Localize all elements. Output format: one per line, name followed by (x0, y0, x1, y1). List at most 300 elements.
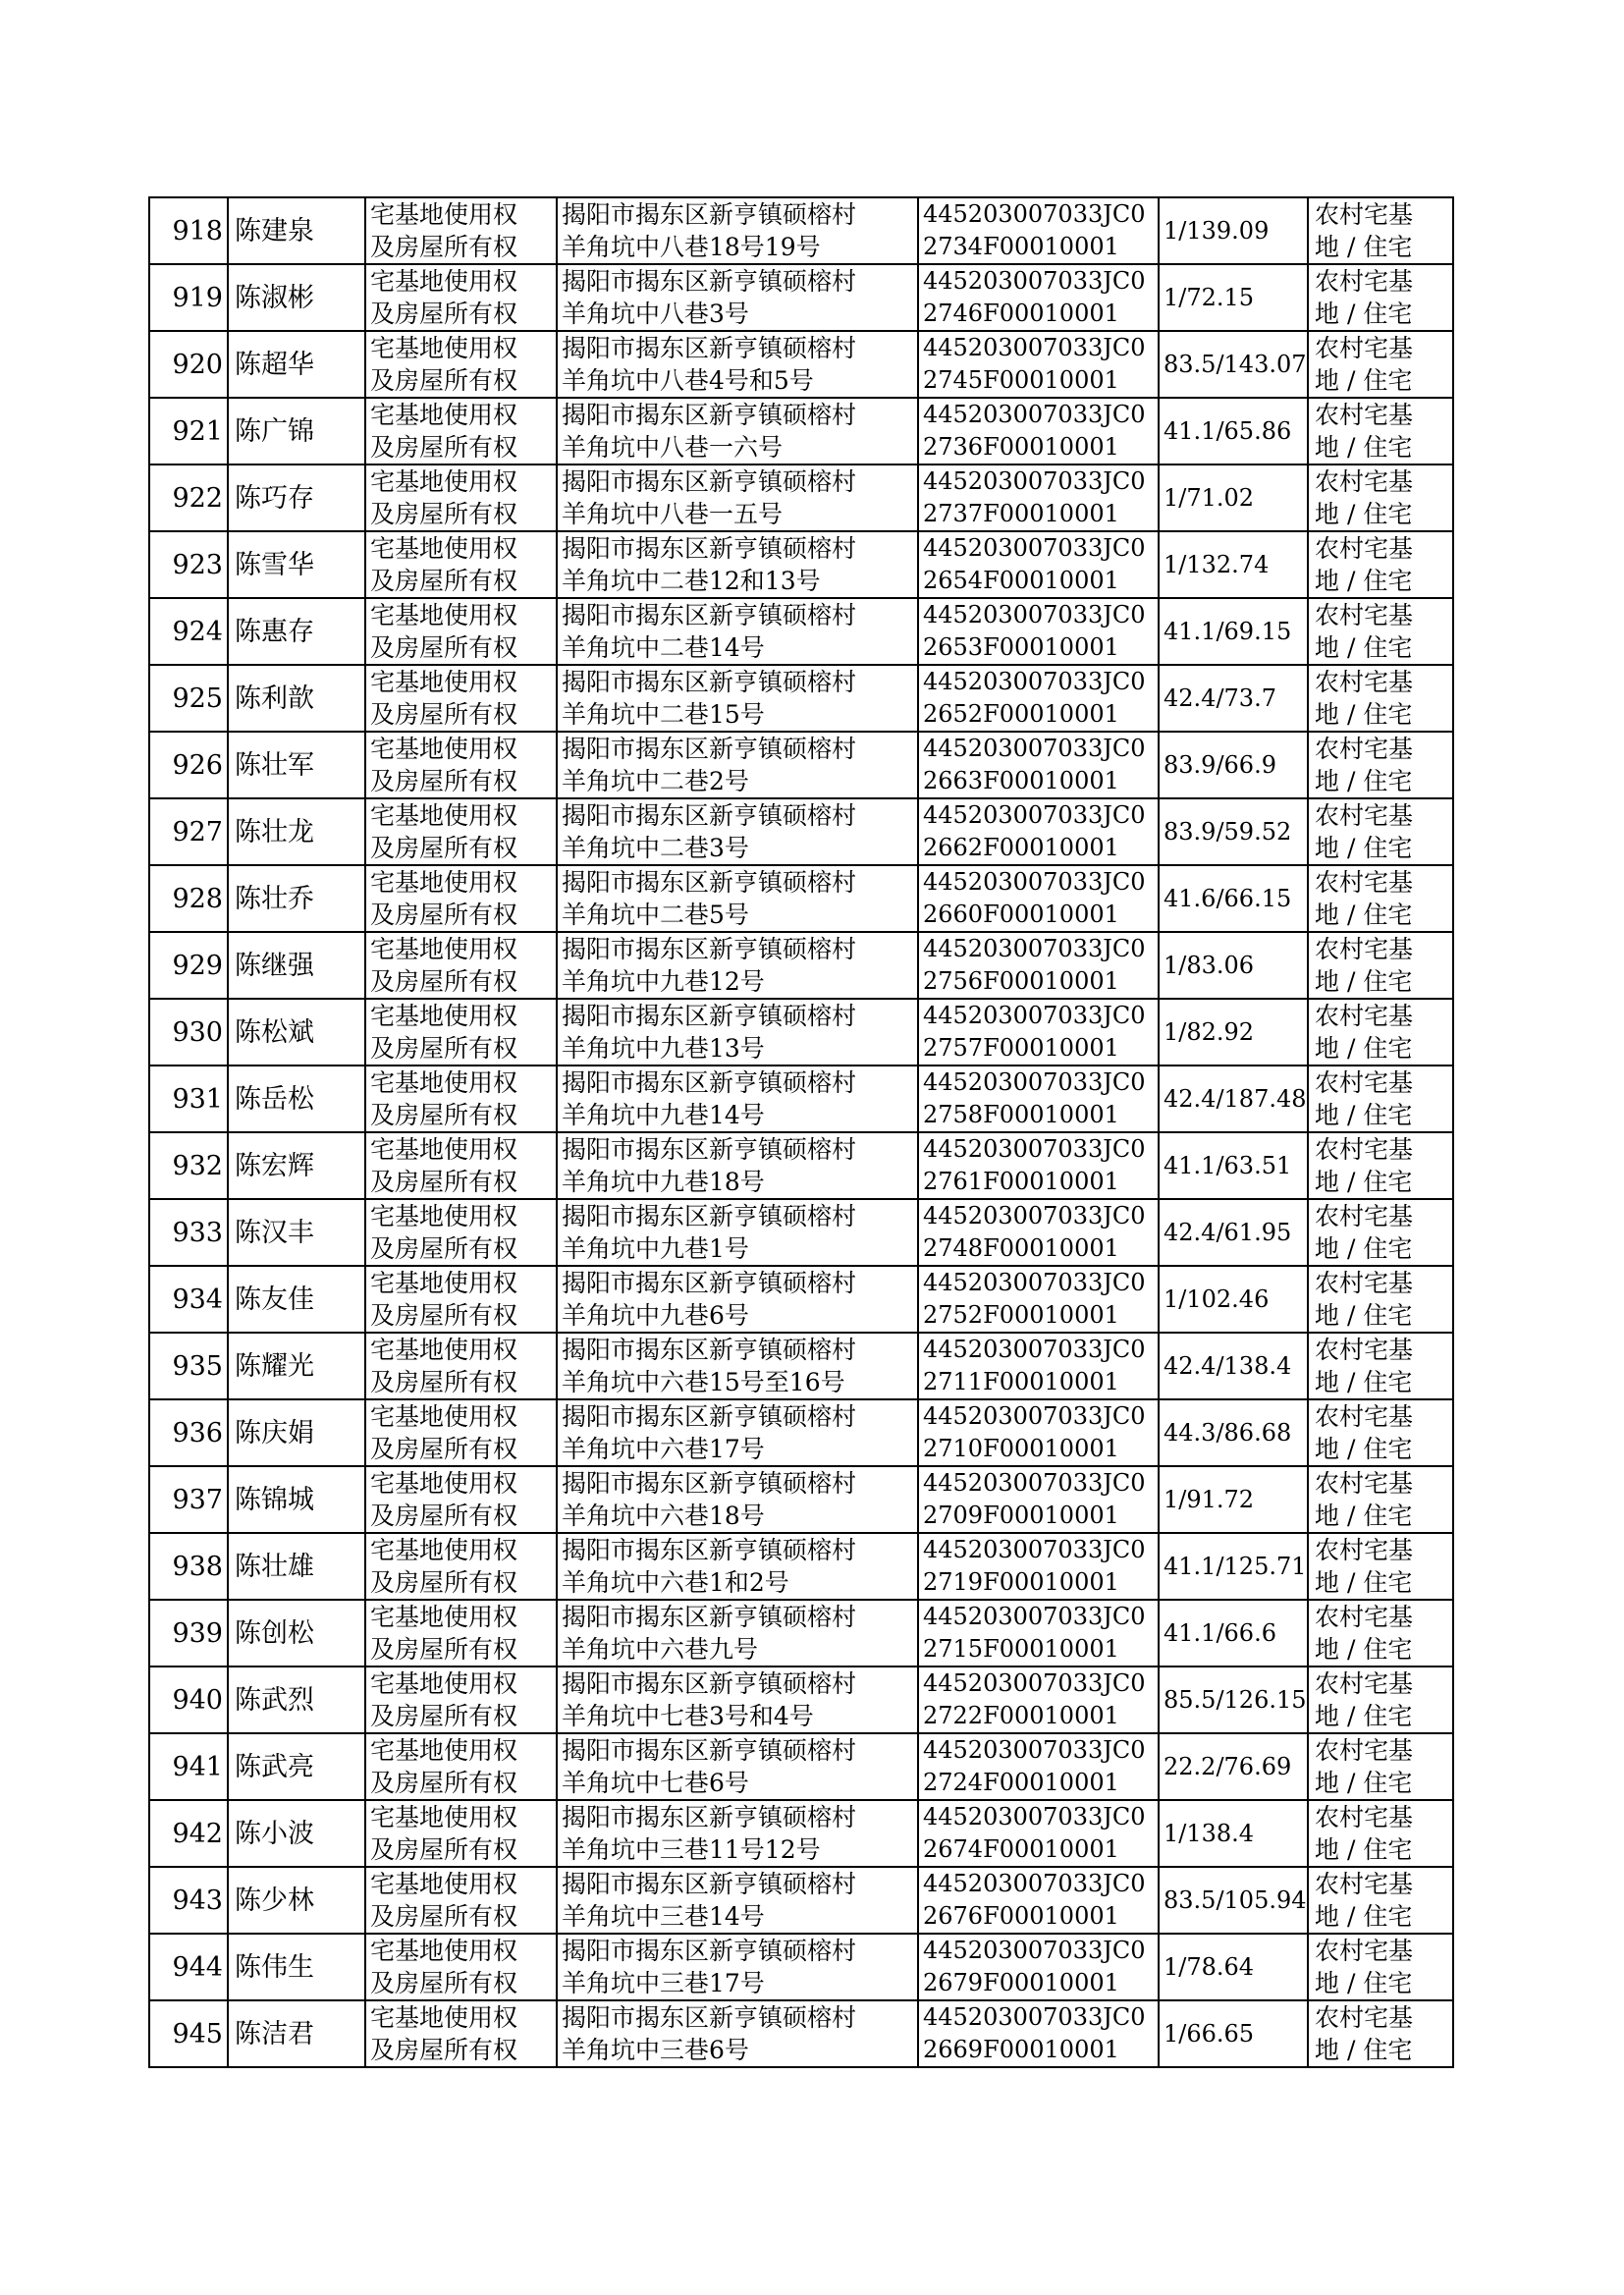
owner-name-cell (228, 1733, 365, 1800)
right-type-text: 宅基地使用权 及房屋所有权 (370, 1736, 518, 1797)
area-text: 1/91.72 (1164, 1485, 1255, 1513)
area-text: 41.1/69.15 (1164, 617, 1292, 645)
right-type-text: 宅基地使用权 及房屋所有权 (370, 401, 518, 462)
owner-name-text: 陈武亮 (235, 1751, 314, 1782)
unit-code-text: 445203007033JC02662F00010001 (923, 801, 1146, 861)
unit-code-text: 445203007033JC02709F00010001 (923, 1469, 1146, 1529)
land-use-cell (1308, 2000, 1453, 2067)
table-row (149, 1399, 1453, 1466)
owner-name-cell (228, 1066, 365, 1132)
owner-name-cell (228, 398, 365, 464)
land-use-cell (1308, 865, 1453, 932)
area-text: 1/132.74 (1164, 550, 1270, 578)
right-type-text: 宅基地使用权 及房屋所有权 (370, 1603, 518, 1664)
area-cell (1159, 1199, 1308, 1266)
area-cell (1159, 1266, 1308, 1333)
row-number-text: 918 (172, 215, 223, 246)
unit-code-text: 445203007033JC02757F00010001 (923, 1002, 1146, 1062)
land-use-text: 农村宅基 地 / 住宅 (1315, 2003, 1414, 2064)
address-text: 揭阳市揭东区新亨镇硕榕村 羊角坑中三巷6号 (562, 2003, 857, 2064)
right-type-text: 宅基地使用权 及房屋所有权 (370, 1870, 518, 1931)
right-type-cell (365, 1867, 557, 1934)
address-text: 揭阳市揭东区新亨镇硕榕村 羊角坑中九巷6号 (562, 1269, 857, 1330)
owner-name-cell (228, 464, 365, 531)
land-use-text: 农村宅基 地 / 住宅 (1315, 534, 1414, 595)
land-use-text: 农村宅基 地 / 住宅 (1315, 1536, 1414, 1597)
right-type-cell (365, 1266, 557, 1333)
address-cell (557, 1800, 918, 1867)
right-type-cell (365, 464, 557, 531)
area-text: 42.4/73.7 (1164, 683, 1276, 712)
land-use-text: 农村宅基 地 / 住宅 (1315, 1870, 1414, 1931)
row-number-text: 938 (172, 1551, 223, 1582)
owner-name-text: 陈汉丰 (235, 1217, 314, 1248)
row-number-cell (149, 932, 228, 999)
address-text: 揭阳市揭东区新亨镇硕榕村 羊角坑中二巷2号 (562, 735, 857, 795)
area-cell (1159, 1800, 1308, 1867)
owner-name-text: 陈壮雄 (235, 1551, 314, 1582)
owner-name-cell (228, 1533, 365, 1600)
table-row (149, 197, 1453, 264)
address-cell (557, 1733, 918, 1800)
table-row (149, 798, 1453, 865)
address-cell (557, 197, 918, 264)
table-row (149, 932, 1453, 999)
owner-name-text: 陈松斌 (235, 1016, 314, 1048)
owner-name-text: 陈继强 (235, 950, 314, 981)
unit-code-cell (918, 1199, 1159, 1266)
address-cell (557, 1466, 918, 1533)
owner-name-text: 陈洁君 (235, 2018, 314, 2049)
area-text: 1/83.06 (1164, 951, 1255, 979)
area-text: 1/138.4 (1164, 1819, 1255, 1847)
unit-code-text: 445203007033JC02679F00010001 (923, 1937, 1146, 1996)
land-use-text: 农村宅基 地 / 住宅 (1315, 935, 1414, 996)
land-use-text: 农村宅基 地 / 住宅 (1315, 1002, 1414, 1063)
unit-code-text: 445203007033JC02654F00010001 (923, 534, 1146, 594)
land-use-cell (1308, 1533, 1453, 1600)
address-text: 揭阳市揭东区新亨镇硕榕村 羊角坑中二巷14号 (562, 601, 857, 662)
address-cell (557, 2000, 918, 2067)
right-type-cell (365, 1399, 557, 1466)
row-number-text: 933 (172, 1217, 223, 1248)
table-row (149, 1867, 1453, 1934)
land-use-cell (1308, 1667, 1453, 1733)
address-cell (557, 1066, 918, 1132)
land-use-cell (1308, 531, 1453, 598)
address-cell (557, 464, 918, 531)
land-use-text: 农村宅基 地 / 住宅 (1315, 868, 1414, 929)
owner-name-cell (228, 331, 365, 398)
address-cell (557, 665, 918, 732)
table-row (149, 464, 1453, 531)
area-text: 41.1/66.6 (1164, 1618, 1276, 1647)
right-type-cell (365, 1733, 557, 1800)
area-text: 1/139.09 (1164, 216, 1270, 245)
unit-code-cell (918, 2000, 1159, 2067)
right-type-cell (365, 1934, 557, 2000)
right-type-text: 宅基地使用权 及房屋所有权 (370, 2003, 518, 2064)
area-cell (1159, 331, 1308, 398)
land-use-cell (1308, 665, 1453, 732)
owner-name-text: 陈壮龙 (235, 816, 314, 847)
table-row (149, 732, 1453, 798)
area-text: 42.4/61.95 (1164, 1218, 1292, 1246)
address-cell (557, 331, 918, 398)
area-text: 1/71.02 (1164, 483, 1255, 512)
land-use-text: 农村宅基 地 / 住宅 (1315, 1603, 1414, 1664)
row-number-text: 921 (172, 415, 223, 447)
area-cell (1159, 932, 1308, 999)
row-number-text: 937 (172, 1484, 223, 1515)
land-use-cell (1308, 1867, 1453, 1934)
land-use-text: 农村宅基 地 / 住宅 (1315, 1202, 1414, 1263)
area-cell (1159, 732, 1308, 798)
land-use-text: 农村宅基 地 / 住宅 (1315, 401, 1414, 462)
unit-code-text: 445203007033JC02737F00010001 (923, 467, 1146, 527)
unit-code-text: 445203007033JC02653F00010001 (923, 601, 1146, 661)
land-use-text: 农村宅基 地 / 住宅 (1315, 1669, 1414, 1730)
area-cell (1159, 1399, 1308, 1466)
table-row (149, 1132, 1453, 1199)
row-number-cell (149, 999, 228, 1066)
address-cell (557, 1533, 918, 1600)
table-row (149, 2000, 1453, 2067)
right-type-text: 宅基地使用权 及房屋所有权 (370, 1135, 518, 1196)
right-type-cell (365, 798, 557, 865)
row-number-cell (149, 732, 228, 798)
right-type-text: 宅基地使用权 及房屋所有权 (370, 1202, 518, 1263)
row-number-cell (149, 1667, 228, 1733)
right-type-text: 宅基地使用权 及房屋所有权 (370, 1402, 518, 1463)
row-number-text: 939 (172, 1617, 223, 1649)
right-type-text: 宅基地使用权 及房屋所有权 (370, 467, 518, 528)
address-cell (557, 999, 918, 1066)
table-row (149, 999, 1453, 1066)
unit-code-cell (918, 1800, 1159, 1867)
address-text: 揭阳市揭东区新亨镇硕榕村 羊角坑中二巷15号 (562, 668, 857, 729)
land-use-cell (1308, 598, 1453, 665)
right-type-cell (365, 398, 557, 464)
owner-name-text: 陈惠存 (235, 616, 314, 647)
owner-name-cell (228, 798, 365, 865)
owner-name-cell (228, 732, 365, 798)
row-number-text: 924 (172, 616, 223, 647)
row-number-text: 940 (172, 1684, 223, 1716)
land-use-text: 农村宅基 地 / 住宅 (1315, 1803, 1414, 1864)
owner-name-cell (228, 1600, 365, 1667)
table-body (149, 197, 1453, 2067)
area-text: 83.5/105.94 (1164, 1885, 1307, 1914)
right-type-cell (365, 1199, 557, 1266)
address-text: 揭阳市揭东区新亨镇硕榕村 羊角坑中八巷一五号 (562, 467, 857, 528)
right-type-cell (365, 2000, 557, 2067)
row-number-text: 944 (172, 1951, 223, 1983)
unit-code-cell (918, 197, 1159, 264)
area-text: 83.9/66.9 (1164, 750, 1276, 779)
address-text: 揭阳市揭东区新亨镇硕榕村 羊角坑中九巷12号 (562, 935, 857, 996)
unit-code-cell (918, 1399, 1159, 1466)
area-cell (1159, 1466, 1308, 1533)
land-use-cell (1308, 197, 1453, 264)
unit-code-cell (918, 331, 1159, 398)
address-text: 揭阳市揭东区新亨镇硕榕村 羊角坑中九巷13号 (562, 1002, 857, 1063)
right-type-cell (365, 1066, 557, 1132)
row-number-text: 928 (172, 883, 223, 914)
address-cell (557, 1934, 918, 2000)
table-row (149, 1333, 1453, 1399)
unit-code-text: 445203007033JC02745F00010001 (923, 334, 1146, 394)
right-type-text: 宅基地使用权 及房屋所有权 (370, 200, 518, 261)
unit-code-text: 445203007033JC02734F00010001 (923, 200, 1146, 260)
unit-code-text: 445203007033JC02660F00010001 (923, 868, 1146, 928)
unit-code-cell (918, 1132, 1159, 1199)
owner-name-cell (228, 1934, 365, 2000)
owner-name-text: 陈伟生 (235, 1951, 314, 1983)
right-type-cell (365, 732, 557, 798)
table-row (149, 331, 1453, 398)
unit-code-cell (918, 932, 1159, 999)
table-row (149, 1800, 1453, 1867)
unit-code-cell (918, 798, 1159, 865)
owner-name-text: 陈友佳 (235, 1284, 314, 1315)
owner-name-cell (228, 999, 365, 1066)
land-use-cell (1308, 398, 1453, 464)
address-cell (557, 1399, 918, 1466)
address-cell (557, 1600, 918, 1667)
right-type-text: 宅基地使用权 及房屋所有权 (370, 935, 518, 996)
address-cell (557, 1132, 918, 1199)
land-use-text: 农村宅基 地 / 住宅 (1315, 467, 1414, 528)
right-type-cell (365, 1800, 557, 1867)
address-cell (557, 865, 918, 932)
unit-code-text: 445203007033JC02758F00010001 (923, 1068, 1146, 1128)
owner-name-text: 陈宏辉 (235, 1150, 314, 1181)
unit-code-cell (918, 999, 1159, 1066)
owner-name-text: 陈岳松 (235, 1083, 314, 1115)
owner-name-cell (228, 932, 365, 999)
unit-code-cell (918, 1466, 1159, 1533)
row-number-cell (149, 2000, 228, 2067)
area-text: 22.2/76.69 (1164, 1752, 1292, 1780)
unit-code-cell (918, 1600, 1159, 1667)
area-text: 1/102.46 (1164, 1284, 1270, 1313)
land-use-cell (1308, 1800, 1453, 1867)
area-text: 83.9/59.52 (1164, 817, 1292, 846)
area-cell (1159, 1600, 1308, 1667)
right-type-cell (365, 1132, 557, 1199)
unit-code-cell (918, 1733, 1159, 1800)
row-number-text: 925 (172, 683, 223, 714)
row-number-cell (149, 1867, 228, 1934)
right-type-cell (365, 197, 557, 264)
table-row (149, 1934, 1453, 2000)
right-type-text: 宅基地使用权 及房屋所有权 (370, 1803, 518, 1864)
row-number-cell (149, 598, 228, 665)
owner-name-cell (228, 1399, 365, 1466)
owner-name-text: 陈庆娟 (235, 1417, 314, 1448)
area-cell (1159, 2000, 1308, 2067)
right-type-text: 宅基地使用权 及房屋所有权 (370, 1068, 518, 1129)
right-type-text: 宅基地使用权 及房屋所有权 (370, 601, 518, 662)
area-text: 1/72.15 (1164, 283, 1255, 311)
table-row (149, 531, 1453, 598)
area-cell (1159, 1934, 1308, 2000)
owner-name-text: 陈超华 (235, 349, 314, 380)
row-number-cell (149, 1600, 228, 1667)
land-use-cell (1308, 464, 1453, 531)
right-type-cell (365, 1600, 557, 1667)
row-number-text: 930 (172, 1016, 223, 1048)
area-text: 1/82.92 (1164, 1017, 1255, 1046)
owner-name-text: 陈创松 (235, 1617, 314, 1649)
land-use-text: 农村宅基 地 / 住宅 (1315, 735, 1414, 795)
area-text: 41.1/65.86 (1164, 416, 1292, 445)
unit-code-text: 445203007033JC02719F00010001 (923, 1536, 1146, 1596)
right-type-text: 宅基地使用权 及房屋所有权 (370, 868, 518, 929)
land-use-cell (1308, 1333, 1453, 1399)
row-number-text: 923 (172, 549, 223, 580)
land-use-text: 农村宅基 地 / 住宅 (1315, 1269, 1414, 1330)
address-text: 揭阳市揭东区新亨镇硕榕村 羊角坑中八巷18号19号 (562, 200, 857, 261)
area-cell (1159, 264, 1308, 331)
land-use-cell (1308, 331, 1453, 398)
unit-code-cell (918, 732, 1159, 798)
row-number-cell (149, 264, 228, 331)
land-use-text: 农村宅基 地 / 住宅 (1315, 1336, 1414, 1396)
address-cell (557, 1266, 918, 1333)
table-row (149, 1199, 1453, 1266)
right-type-text: 宅基地使用权 及房屋所有权 (370, 735, 518, 795)
row-number-cell (149, 1132, 228, 1199)
address-cell (557, 264, 918, 331)
address-text: 揭阳市揭东区新亨镇硕榕村 羊角坑中六巷15号至16号 (562, 1336, 857, 1396)
address-text: 揭阳市揭东区新亨镇硕榕村 羊角坑中七巷6号 (562, 1736, 857, 1797)
right-type-cell (365, 865, 557, 932)
unit-code-cell (918, 1066, 1159, 1132)
row-number-text: 941 (172, 1751, 223, 1782)
row-number-cell (149, 798, 228, 865)
row-number-cell (149, 464, 228, 531)
unit-code-cell (918, 531, 1159, 598)
owner-name-text: 陈耀光 (235, 1350, 314, 1382)
row-number-text: 919 (172, 282, 223, 313)
right-type-cell (365, 665, 557, 732)
unit-code-text: 445203007033JC02746F00010001 (923, 267, 1146, 327)
land-use-cell (1308, 932, 1453, 999)
right-type-cell (365, 531, 557, 598)
right-type-text: 宅基地使用权 及房屋所有权 (370, 801, 518, 862)
right-type-text: 宅基地使用权 及房屋所有权 (370, 668, 518, 729)
land-use-cell (1308, 732, 1453, 798)
right-type-text: 宅基地使用权 及房屋所有权 (370, 267, 518, 328)
row-number-cell (149, 1266, 228, 1333)
unit-code-cell (918, 1333, 1159, 1399)
owner-name-text: 陈少林 (235, 1885, 314, 1916)
address-cell (557, 1867, 918, 1934)
area-text: 42.4/138.4 (1164, 1351, 1292, 1380)
row-number-text: 926 (172, 749, 223, 781)
area-text: 41.1/63.51 (1164, 1151, 1292, 1179)
land-use-cell (1308, 798, 1453, 865)
land-use-text: 农村宅基 地 / 住宅 (1315, 1135, 1414, 1196)
area-cell (1159, 1733, 1308, 1800)
area-text: 44.3/86.68 (1164, 1418, 1292, 1447)
owner-name-cell (228, 665, 365, 732)
land-use-cell (1308, 1399, 1453, 1466)
unit-code-text: 445203007033JC02663F00010001 (923, 735, 1146, 794)
right-type-cell (365, 1667, 557, 1733)
right-type-cell (365, 932, 557, 999)
address-text: 揭阳市揭东区新亨镇硕榕村 羊角坑中九巷14号 (562, 1068, 857, 1129)
right-type-cell (365, 264, 557, 331)
address-text: 揭阳市揭东区新亨镇硕榕村 羊角坑中三巷14号 (562, 1870, 857, 1931)
row-number-cell (149, 1934, 228, 2000)
row-number-cell (149, 1199, 228, 1266)
address-text: 揭阳市揭东区新亨镇硕榕村 羊角坑中二巷3号 (562, 801, 857, 862)
table-row (149, 665, 1453, 732)
land-use-text: 农村宅基 地 / 住宅 (1315, 1736, 1414, 1797)
row-number-cell (149, 865, 228, 932)
address-text: 揭阳市揭东区新亨镇硕榕村 羊角坑中八巷4号和5号 (562, 334, 857, 395)
area-text: 1/66.65 (1164, 2019, 1255, 2048)
land-use-cell (1308, 264, 1453, 331)
land-use-cell (1308, 1733, 1453, 1800)
right-type-text: 宅基地使用权 及房屋所有权 (370, 1469, 518, 1530)
address-cell (557, 531, 918, 598)
land-use-text: 农村宅基 地 / 住宅 (1315, 334, 1414, 395)
owner-name-cell (228, 1132, 365, 1199)
table-row (149, 1266, 1453, 1333)
area-cell (1159, 1533, 1308, 1600)
unit-code-text: 445203007033JC02711F00010001 (923, 1336, 1146, 1395)
address-text: 揭阳市揭东区新亨镇硕榕村 羊角坑中六巷17号 (562, 1402, 857, 1463)
address-text: 揭阳市揭东区新亨镇硕榕村 羊角坑中二巷5号 (562, 868, 857, 929)
address-cell (557, 1333, 918, 1399)
table-row (149, 1667, 1453, 1733)
area-cell (1159, 1132, 1308, 1199)
area-cell (1159, 197, 1308, 264)
land-use-text: 农村宅基 地 / 住宅 (1315, 668, 1414, 729)
owner-name-cell (228, 1867, 365, 1934)
address-text: 揭阳市揭东区新亨镇硕榕村 羊角坑中三巷17号 (562, 1937, 857, 1997)
land-use-cell (1308, 1066, 1453, 1132)
unit-code-cell (918, 398, 1159, 464)
unit-code-cell (918, 1533, 1159, 1600)
unit-code-text: 445203007033JC02752F00010001 (923, 1269, 1146, 1329)
unit-code-text: 445203007033JC02676F00010001 (923, 1870, 1146, 1930)
table-row (149, 1733, 1453, 1800)
address-text: 揭阳市揭东区新亨镇硕榕村 羊角坑中二巷12和13号 (562, 534, 857, 595)
row-number-text: 931 (172, 1083, 223, 1115)
area-cell (1159, 464, 1308, 531)
owner-name-text: 陈广锦 (235, 415, 314, 447)
unit-code-cell (918, 1934, 1159, 2000)
row-number-cell (149, 398, 228, 464)
address-text: 揭阳市揭东区新亨镇硕榕村 羊角坑中六巷18号 (562, 1469, 857, 1530)
owner-name-text: 陈利歆 (235, 683, 314, 714)
row-number-cell (149, 1733, 228, 1800)
owner-name-cell (228, 1800, 365, 1867)
address-cell (557, 398, 918, 464)
area-text: 85.5/126.15 (1164, 1685, 1307, 1714)
address-cell (557, 732, 918, 798)
owner-name-cell (228, 2000, 365, 2067)
area-text: 83.5/143.07 (1164, 350, 1307, 378)
land-use-cell (1308, 1934, 1453, 2000)
owner-name-cell (228, 1667, 365, 1733)
land-use-cell (1308, 1466, 1453, 1533)
